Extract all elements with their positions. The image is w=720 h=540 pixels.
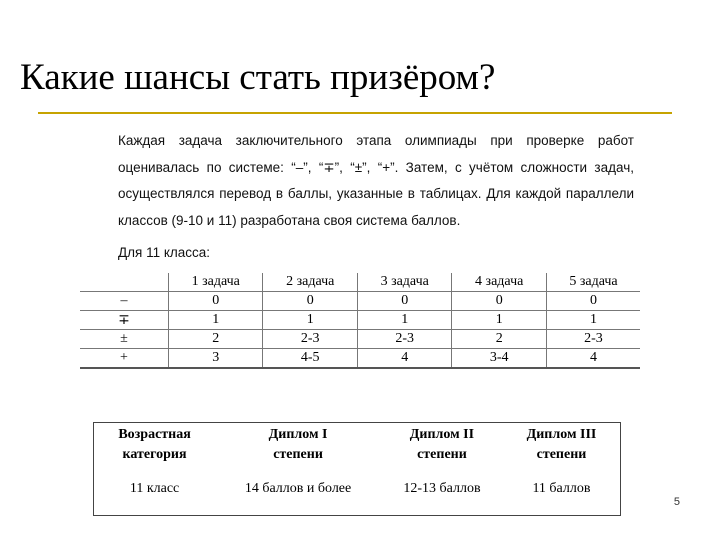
score-table-cell: 0 <box>452 292 546 311</box>
diploma-header-line: степени <box>417 447 467 462</box>
diploma-header-line: Диплом III <box>526 427 597 442</box>
score-table-cell: 0 <box>169 292 263 311</box>
diploma-table <box>93 422 621 516</box>
diploma-header-age-category <box>94 423 216 476</box>
diploma-cell-second: 12-13 баллов <box>403 481 481 496</box>
score-table-header-cell: 1 задача <box>169 273 263 292</box>
title-underline <box>38 112 672 114</box>
score-table-header-cell: 2 задача <box>263 273 357 292</box>
score-table-header-cell: 5 задача <box>546 273 640 292</box>
diploma-header-line: степени <box>536 447 587 462</box>
slide-title: Какие шансы стать призёром? <box>20 57 496 98</box>
diploma-table-row <box>94 475 621 516</box>
score-table-cell: 4-5 <box>263 349 357 369</box>
score-table-cell: 3-4 <box>452 349 546 369</box>
score-table-cell: 1 <box>452 311 546 330</box>
score-table <box>80 273 640 369</box>
diploma-cell-third: 11 баллов <box>532 481 591 496</box>
score-table-header-cell: 3 задача <box>357 273 451 292</box>
page-number: 5 <box>673 496 680 508</box>
score-table-cell: 1 <box>169 311 263 330</box>
table-caption: Для 11 класса: <box>118 245 211 260</box>
diploma-header-line: Диплом I <box>268 427 328 442</box>
score-table-cell: 1 <box>263 311 357 330</box>
diploma-header-first <box>215 423 381 476</box>
score-table-cell: 2-3 <box>546 330 640 349</box>
score-table-row <box>80 311 640 330</box>
diploma-cell-category: 11 класс <box>129 481 180 496</box>
score-table-cell: 0 <box>357 292 451 311</box>
score-table-cell: 1 <box>357 311 451 330</box>
score-table-cell: 0 <box>263 292 357 311</box>
score-table-cell: 2-3 <box>263 330 357 349</box>
diploma-table-header-row <box>94 423 621 476</box>
diploma-header-second <box>381 423 503 476</box>
score-table-mark: + <box>80 349 169 369</box>
score-table-row <box>80 292 640 311</box>
score-table-mark: – <box>80 292 169 311</box>
score-table-header-row <box>80 273 640 292</box>
score-table-header-cell: 4 задача <box>452 273 546 292</box>
diploma-header-line: Диплом II <box>409 427 475 442</box>
score-table-cell: 2-3 <box>357 330 451 349</box>
diploma-header-third <box>503 423 621 476</box>
score-table-cell: 4 <box>546 349 640 369</box>
score-table-mark: ± <box>80 330 169 349</box>
score-table-row <box>80 330 640 349</box>
intro-paragraph: Каждая задача заключительного этапа олимпиады при проверке работ оценивалась по системе: “–”, “∓”, “±”, “+”. Затем, с учётом сложности задач, осуществлялся перевод в баллы, указанные в таблицах. Для каждой параллели классов (9-10 и 11) разработана своя система баллов. <box>118 133 634 228</box>
diploma-header-line: категория <box>122 447 187 462</box>
score-table-cell: 3 <box>169 349 263 369</box>
score-table-header-mark <box>80 273 169 292</box>
score-table-cell: 2 <box>169 330 263 349</box>
diploma-header-line: степени <box>273 447 323 462</box>
diploma-header-line: Возрастная <box>118 427 191 442</box>
score-table-mark: ∓ <box>80 311 169 330</box>
score-table-cell: 1 <box>546 311 640 330</box>
score-table-row <box>80 349 640 369</box>
diploma-cell-first: 14 баллов и более <box>244 481 352 496</box>
score-table-cell: 0 <box>546 292 640 311</box>
score-table-cell: 2 <box>452 330 546 349</box>
score-table-cell: 4 <box>357 349 451 369</box>
